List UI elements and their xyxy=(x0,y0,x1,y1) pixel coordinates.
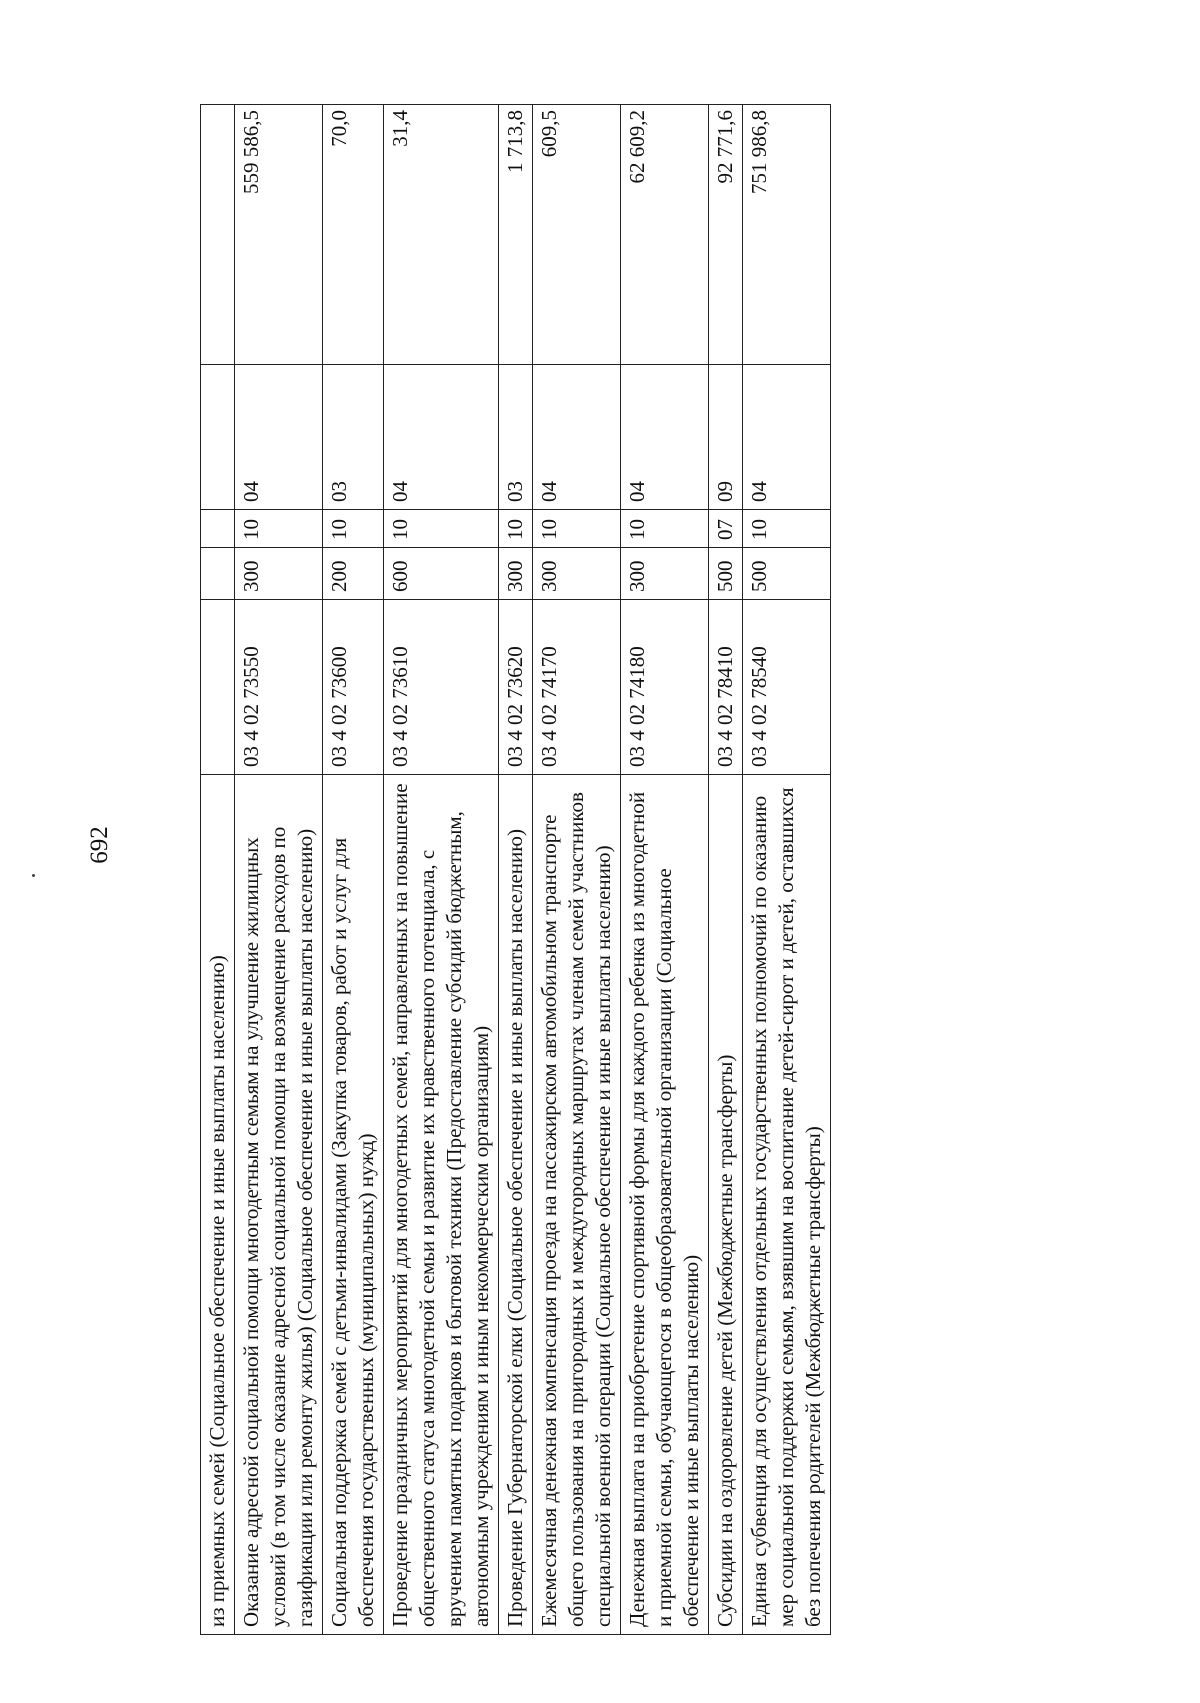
row-expense-type: 600 xyxy=(384,548,499,600)
budget-table xyxy=(200,104,831,1635)
row-amount: 559 586,5 xyxy=(235,105,323,365)
row-name: Оказание адресной социальной помощи многодетным семьям на улучшение жилищных условий (в том числе оказание адресной социальной помощи на возмещение расходов по газификации или ремонту жилья) (Социальное обеспечение и иные выплаты населению) xyxy=(235,775,323,1635)
row-amount: 92 771,6 xyxy=(709,105,743,365)
row-amount: 62 609,2 xyxy=(621,105,709,365)
table-row xyxy=(235,105,323,1635)
row-name: Субсидии на оздоровление детей (Межбюджетные трансферты) xyxy=(709,775,743,1635)
rotated-table-container xyxy=(200,105,1045,1635)
row-amount: 70,0 xyxy=(323,105,384,365)
row-name: Ежемесячная денежная компенсация проезда на пассажирском автомобильном транспорте общего пользования на пригородных и междугородных маршрутах членам семей участников специальной военной операции (Социальное обеспечение и иные выплаты населению) xyxy=(533,775,621,1635)
row-amount: 609,5 xyxy=(533,105,621,365)
row-subsection: 04 xyxy=(235,365,323,510)
row-amount xyxy=(201,105,235,365)
row-expense-type: 200 xyxy=(323,548,384,600)
row-name: Проведение праздничных мероприятий для многодетных семей, направленных на повышение общественного статуса многодетной семьи и развитие их нравственного потенциала, с вручением памятных подарков и бытовой техники (Предоставление субсидий бюджетным, автономным учреждениям и иным некоммерческим организациям) xyxy=(384,775,499,1635)
row-expense-type: 300 xyxy=(621,548,709,600)
row-section: 10 xyxy=(621,510,709,548)
row-section: 10 xyxy=(533,510,621,548)
row-subsection: 04 xyxy=(384,365,499,510)
row-section: 10 xyxy=(235,510,323,548)
table-row xyxy=(743,105,831,1635)
row-name: Проведение Губернаторской елки (Социальное обеспечение и иные выплаты населению) xyxy=(499,775,533,1635)
row-section: 10 xyxy=(384,510,499,548)
table-row xyxy=(499,105,533,1635)
table-row xyxy=(709,105,743,1635)
row-code: 03 4 02 74180 xyxy=(621,600,709,775)
scan-speck xyxy=(32,874,35,877)
row-name: из приемных семей (Социальное обеспечение и иные выплаты населению) xyxy=(201,775,235,1635)
row-subsection: 03 xyxy=(499,365,533,510)
table-row xyxy=(621,105,709,1635)
row-code: 03 4 02 73550 xyxy=(235,600,323,775)
row-code: 03 4 02 73620 xyxy=(499,600,533,775)
table-row xyxy=(384,105,499,1635)
row-section: 10 xyxy=(499,510,533,548)
row-name: Социальная поддержка семей с детьми-инвалидами (Закупка товаров, работ и услуг для обеспечения государственных (муниципальных) нужд) xyxy=(323,775,384,1635)
row-section xyxy=(201,510,235,548)
row-code: 03 4 02 78410 xyxy=(709,600,743,775)
table-body xyxy=(201,105,831,1635)
row-name: Единая субвенция для осуществления отдельных государственных полномочий по оказанию мер социальной поддержки семьям, взявшим на воспитание детей-сирот и детей, оставшихся без попечения родителей (Межбюджетные трансферты) xyxy=(743,775,831,1635)
page-number: 692 xyxy=(86,826,113,864)
row-name: Денежная выплата на приобретение спортивной формы для каждого ребенка из многодетной и приемной семьи, обучающегося в общеобразовательной организации (Социальное обеспечение и иные выплаты населению) xyxy=(621,775,709,1635)
row-expense-type xyxy=(201,548,235,600)
row-expense-type: 300 xyxy=(499,548,533,600)
row-expense-type: 500 xyxy=(743,548,831,600)
row-code: 03 4 02 73610 xyxy=(384,600,499,775)
table-row xyxy=(201,105,235,1635)
row-code xyxy=(201,600,235,775)
row-code: 03 4 02 74170 xyxy=(533,600,621,775)
row-subsection: 04 xyxy=(533,365,621,510)
row-code: 03 4 02 78540 xyxy=(743,600,831,775)
row-amount: 751 986,8 xyxy=(743,105,831,365)
row-amount: 1 713,8 xyxy=(499,105,533,365)
table-row xyxy=(323,105,384,1635)
row-subsection: 09 xyxy=(709,365,743,510)
row-subsection: 03 xyxy=(323,365,384,510)
row-amount: 31,4 xyxy=(384,105,499,365)
row-subsection: 04 xyxy=(743,365,831,510)
row-subsection: 04 xyxy=(621,365,709,510)
row-expense-type: 300 xyxy=(533,548,621,600)
table-row xyxy=(533,105,621,1635)
row-expense-type: 300 xyxy=(235,548,323,600)
row-code: 03 4 02 73600 xyxy=(323,600,384,775)
row-section: 10 xyxy=(743,510,831,548)
row-expense-type: 500 xyxy=(709,548,743,600)
row-section: 10 xyxy=(323,510,384,548)
row-section: 07 xyxy=(709,510,743,548)
row-subsection xyxy=(201,365,235,510)
